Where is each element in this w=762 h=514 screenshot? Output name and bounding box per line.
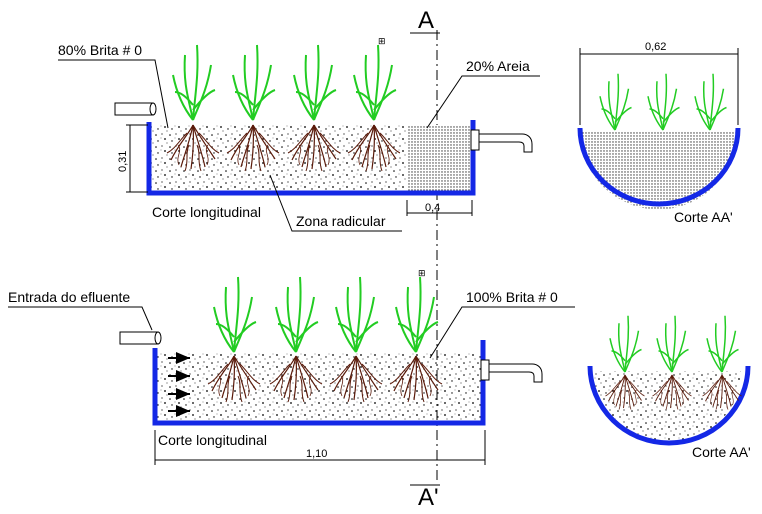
bottom-material-label: 100% Brita # 0 — [466, 289, 558, 305]
top-material-label: 80% Brita # 0 — [58, 42, 143, 58]
bottom-inlet-pipe-icon — [120, 332, 158, 344]
root-zone-label: Zona radicular — [296, 213, 386, 229]
top-outlet-faucet-icon — [471, 130, 479, 150]
svg-text:⊞: ⊞ — [418, 269, 426, 279]
top-section-caption: Corte AA' — [674, 209, 733, 225]
length-value: 1,10 — [306, 448, 328, 460]
height-value: 0,31 — [117, 150, 129, 172]
section-a-prime-label: A' — [418, 484, 439, 511]
bottom-caption: Corte longitudinal — [158, 432, 267, 448]
top-inlet-pipe-icon — [115, 103, 153, 115]
top-caption: Corte longitudinal — [152, 204, 261, 220]
sand-label: 20% Areia — [466, 58, 530, 74]
sand-dimension-value: 0,4 — [425, 202, 441, 214]
bottom-longitudinal-section — [8, 269, 575, 465]
bottom-cross-section — [590, 316, 751, 460]
section-a-label: A — [418, 7, 435, 34]
bottom-section-caption: Corte AA' — [692, 444, 751, 460]
top-longitudinal-section — [58, 37, 540, 231]
svg-text:⊞: ⊞ — [378, 37, 386, 47]
bottom-outlet-faucet-icon — [481, 360, 489, 380]
inlet-label: Entrada do efluente — [8, 289, 131, 305]
width-value: 0,62 — [645, 41, 667, 53]
top-cross-section — [580, 41, 738, 225]
